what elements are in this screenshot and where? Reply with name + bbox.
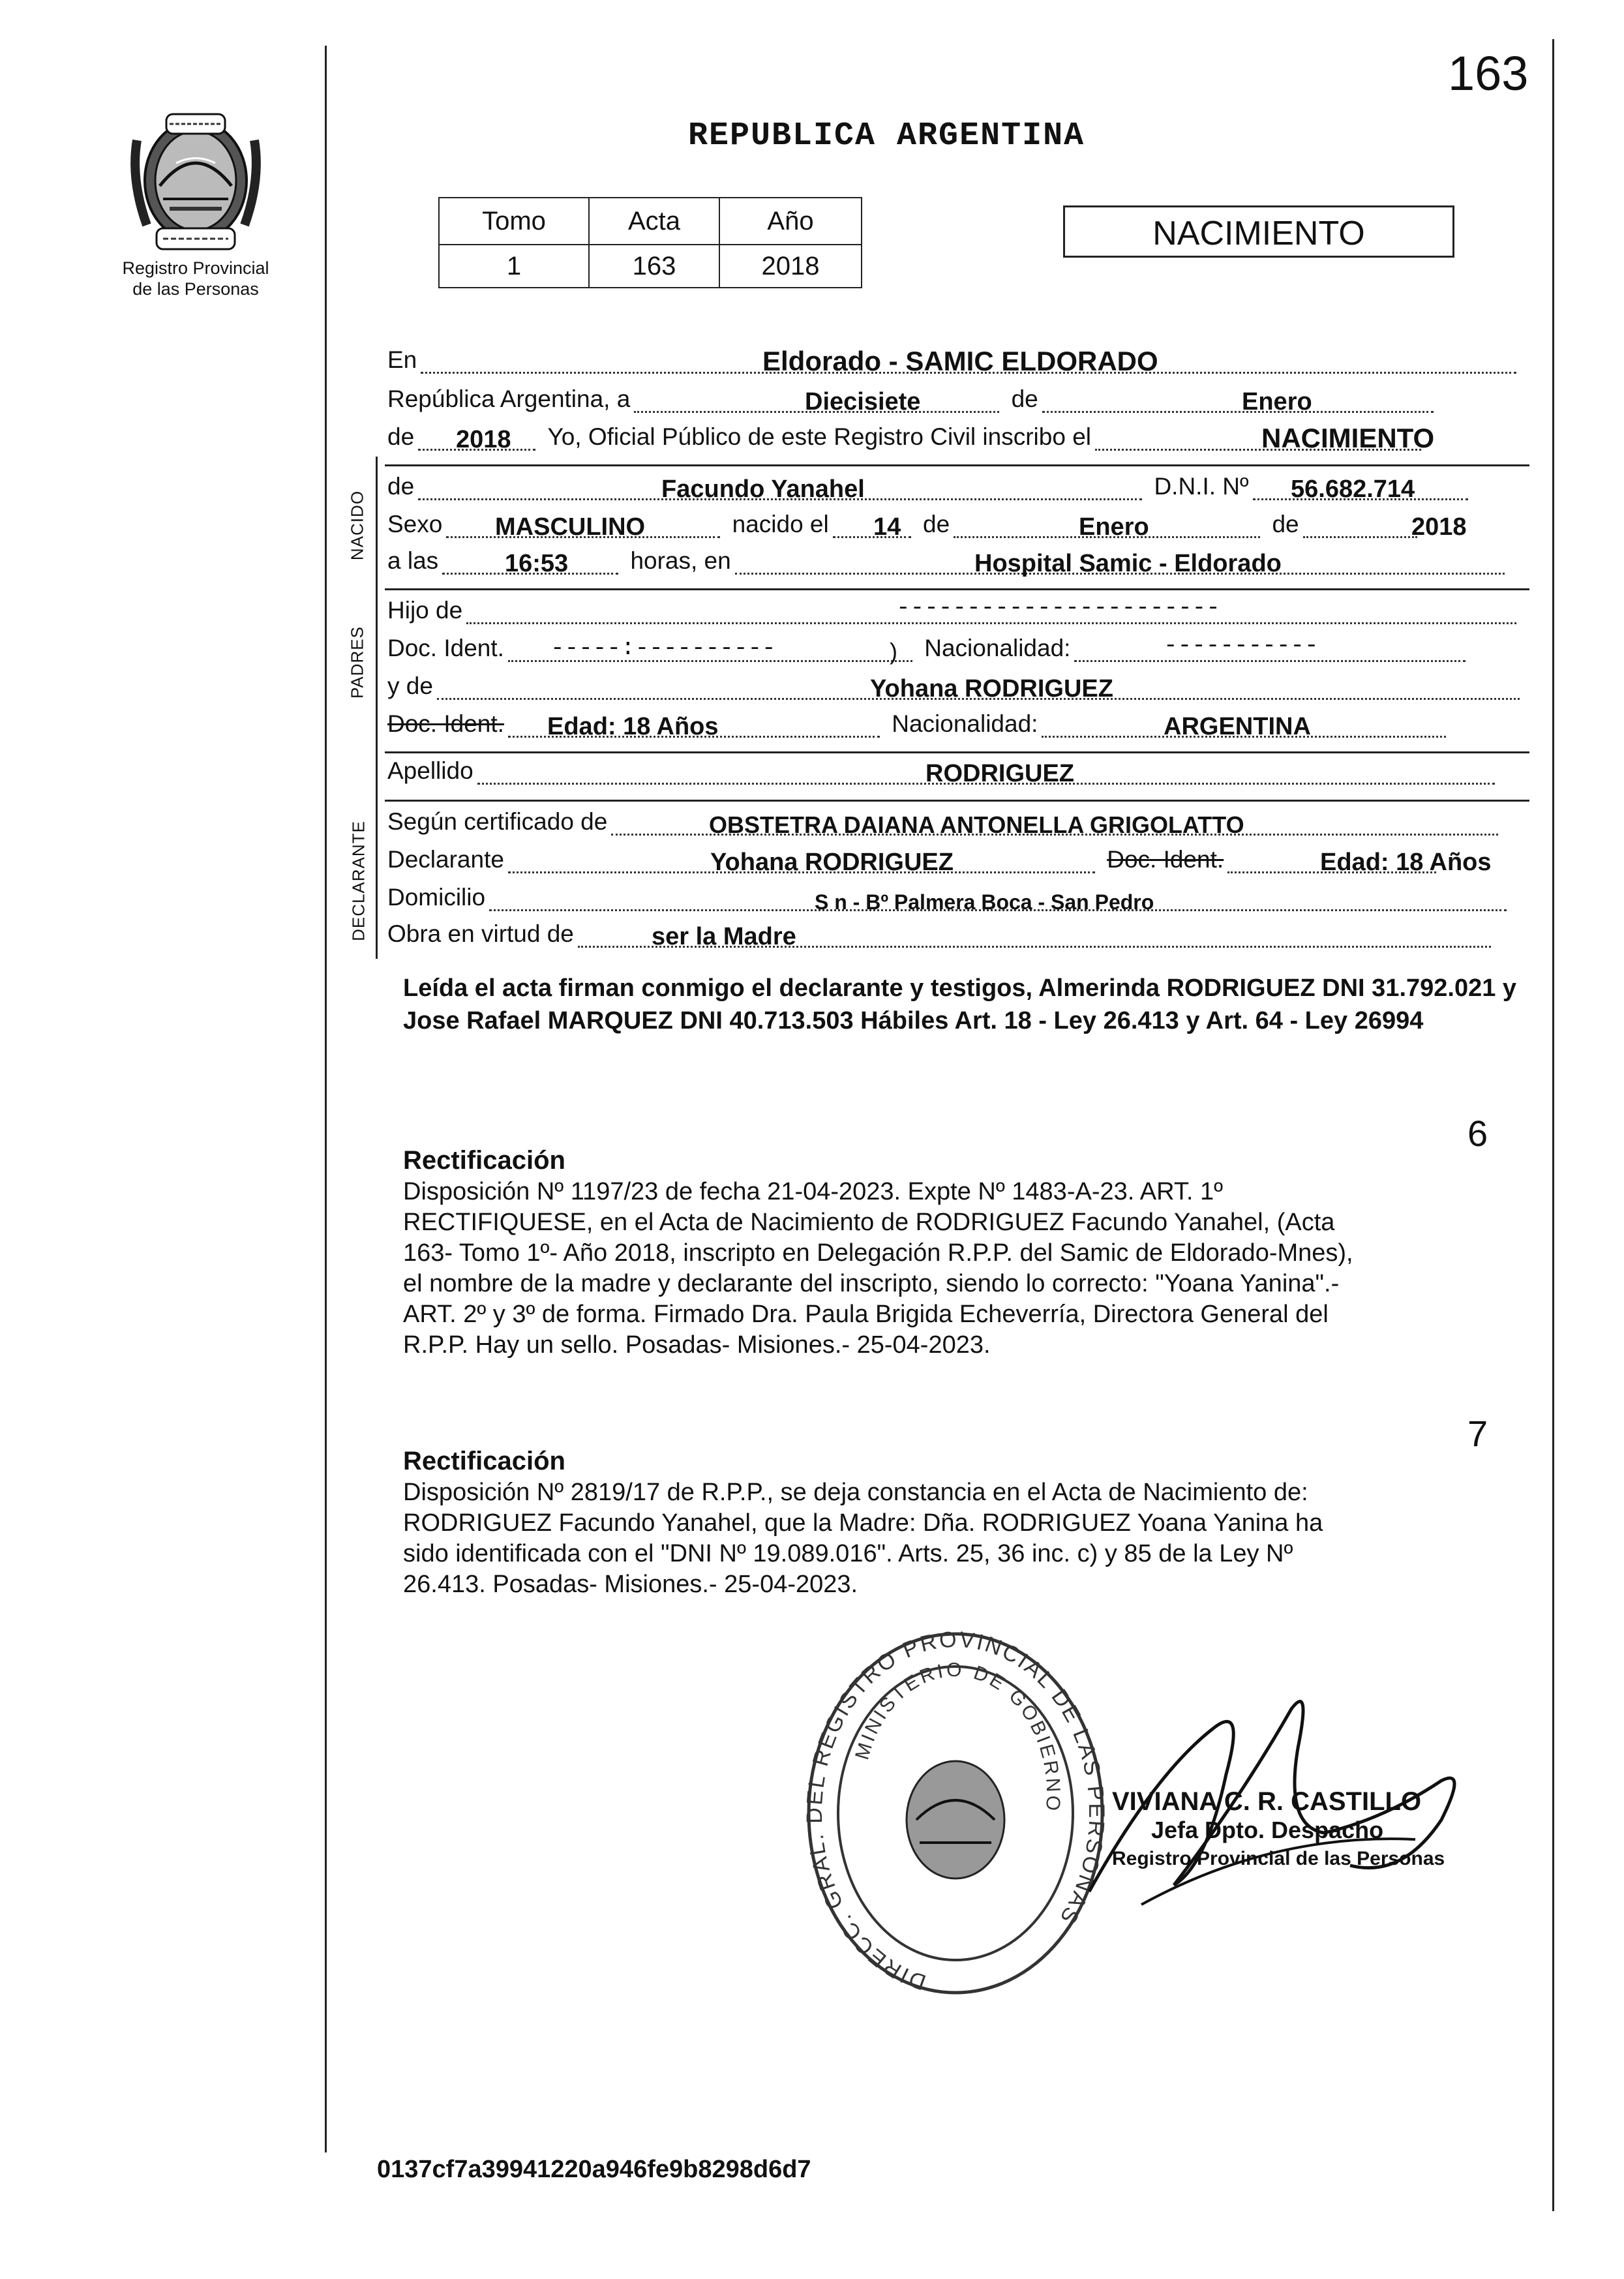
section-rule-3 xyxy=(385,751,1529,753)
note-line: RODRIGUEZ Facundo Yanahel, que la Madre: Dña. RODRIGUEZ Yoana Yanina ha xyxy=(403,1509,1323,1537)
row-obra xyxy=(387,920,1529,956)
value-father-nat: ----------- xyxy=(1164,634,1319,659)
row-child-name xyxy=(387,472,1529,509)
value-dni: 56.682.714 xyxy=(1291,475,1415,503)
row-a-las xyxy=(387,547,1529,583)
value-sex: MASCULINO xyxy=(495,513,646,541)
value-mother-nat: ARGENTINA xyxy=(1164,713,1311,740)
value-month-text: Enero xyxy=(1242,388,1312,415)
row-y-de xyxy=(387,672,1529,708)
label-doc-ident-struck: Doc. Ident. xyxy=(387,710,504,737)
label-doc-ident-struck2: Doc. Ident. xyxy=(1107,846,1224,873)
record-type-box: NACIMIENTO xyxy=(1063,205,1454,258)
row-en xyxy=(387,346,1529,382)
note-number-7: 7 xyxy=(1467,1413,1488,1454)
label-nacido-el: nacido el xyxy=(732,511,829,537)
registry-label xyxy=(98,258,293,299)
note-title-6: Rectificación xyxy=(403,1146,565,1175)
value-mother: Yohana RODRIGUEZ xyxy=(870,675,1113,702)
label-nacionalidad-mother: Nacionalidad: xyxy=(892,710,1038,737)
closing-statement: Leída el acta firman conmigo el declarante y testigos, Almerinda RODRIGUEZ DNI 31.792.021 y Jose Rafael MARQUEZ DNI 40.713.503 Hábiles Art. 18 - Ley 26.413 y Art. 64 - Ley 26994 xyxy=(403,974,1517,1034)
row-sexo xyxy=(387,510,1529,547)
note-body-6 xyxy=(403,1177,1525,1361)
value-time: 16:53 xyxy=(505,550,569,577)
label-de-birth-month: de xyxy=(923,511,950,537)
note-line: 163- Tomo 1º- Año 2018, inscripto en Delegación R.P.P. del Samic de Eldorado-Mnes), xyxy=(403,1239,1353,1267)
value-father: ----------------------- xyxy=(896,596,1220,621)
note-title-7: Rectificación xyxy=(403,1447,565,1475)
label-domicilio: Domicilio xyxy=(387,884,486,911)
row-segun xyxy=(387,807,1529,844)
value-mother-age: Edad: 18 Años xyxy=(547,713,719,740)
table-value-acta: 163 xyxy=(589,245,719,288)
side-label-declarante: DECLARANTE xyxy=(348,821,368,941)
side-label-padres: PADRES xyxy=(347,626,367,699)
label-yo: Yo, Oficial Público de este Registro Civil inscribo el xyxy=(547,423,1092,450)
note-line: el nombre de la madre y declarante del inscripto, siendo lo correcto: "Yoana Yanina".- xyxy=(403,1270,1340,1297)
value-birth-place: Hospital Samic - Eldorado xyxy=(974,550,1282,577)
provincial-seal-logo xyxy=(117,101,274,258)
signature-org: Registro Provincial de las Personas xyxy=(1112,1848,1445,1869)
value-by-virtue: ser la Madre xyxy=(652,923,796,950)
label-y-de: y de xyxy=(387,672,433,699)
value-father-doc-close: ) xyxy=(890,638,897,665)
registry-label-line1: Registro Provincial xyxy=(122,258,269,278)
label-nacionalidad: Nacionalidad: xyxy=(924,635,1071,661)
stamp-ring-text: DIRECC. GRAL. DEL REGISTRO PROVINCIAL DE LAS PERSONAS xyxy=(802,1627,1109,1995)
row-hijo-de xyxy=(387,596,1529,633)
label-de-name: de xyxy=(387,473,415,500)
footer-hash: 0137cf7a39941220a946fe9b8298d6d7 xyxy=(377,2156,811,2183)
table-value-tomo: 1 xyxy=(439,245,589,288)
registry-label-line2: de las Personas xyxy=(132,279,259,299)
label-apellido: Apellido xyxy=(387,757,474,784)
page-number: 163 xyxy=(1448,46,1529,100)
label-horas-en: horas, en xyxy=(630,547,731,574)
label-dni: D.N.I. Nº xyxy=(1154,473,1249,500)
section-rule-1 xyxy=(385,464,1529,466)
section-rule-4 xyxy=(385,800,1529,802)
value-birth-month: Enero xyxy=(1079,513,1149,541)
note-body-7 xyxy=(403,1477,1525,1600)
label-doc-ident: Doc. Ident. xyxy=(387,635,504,661)
tomo-acta-ano-table xyxy=(438,197,862,288)
label-sexo: Sexo xyxy=(387,511,443,537)
label-de-birth-year: de xyxy=(1272,511,1299,537)
value-year: 2018 xyxy=(456,426,511,453)
value-day-text: Diecisiete xyxy=(805,388,921,415)
table-header-tomo: Tomo xyxy=(439,198,589,245)
note-line: 26.413. Posadas- Misiones.- 25-04-2023. xyxy=(403,1571,858,1598)
signature-block xyxy=(1112,1787,1445,1873)
note-line: Disposición Nº 2819/17 de R.P.P., se deja constancia en el Acta de Nacimiento de: xyxy=(403,1479,1308,1506)
note-line: R.P.P. Hay un sello. Posadas- Misiones.- 25-04-2023. xyxy=(403,1331,991,1359)
label-de-month: de xyxy=(1011,385,1038,412)
note-line: sido identificada con el "DNI Nº 19.089.016". Arts. 25, 36 inc. c) y 85 de la Ley Nº xyxy=(403,1540,1293,1567)
row-mother-doc xyxy=(387,710,1529,746)
left-margin-line xyxy=(325,46,327,2152)
stamp-inner-text: MINISTERIO DE GOBIERNO xyxy=(851,1659,1064,1815)
value-child-name: Facundo Yanahel xyxy=(661,475,865,503)
table-header-ano: Año xyxy=(719,198,862,245)
value-address: S n - Bº Palmera Boca - San Pedro xyxy=(815,890,1154,914)
row-declarante xyxy=(387,845,1529,882)
table-value-ano: 2018 xyxy=(719,245,862,288)
row-domicilio xyxy=(387,883,1529,920)
note-line: RECTIFIQUESE, en el Acta de Nacimiento de RODRIGUEZ Facundo Yanahel, (Acta xyxy=(403,1209,1335,1236)
value-birth-day: 14 xyxy=(873,513,901,541)
official-stamp xyxy=(802,1624,1109,2002)
value-birth-year: 2018 xyxy=(1411,513,1467,541)
row-apellido xyxy=(387,757,1529,793)
label-a-las: a las xyxy=(387,547,439,574)
value-act-type: NACIMIENTO xyxy=(1261,423,1435,453)
value-surname: RODRIGUEZ xyxy=(925,760,1074,787)
form-inner-line xyxy=(376,457,378,959)
signature-name: VIVIANA C. R. CASTILLO xyxy=(1112,1787,1422,1816)
row-doc-ident xyxy=(387,634,1529,671)
row-yo xyxy=(387,423,1529,459)
signature-role: Jefa Dpto. Despacho xyxy=(1151,1817,1384,1843)
label-en: En xyxy=(387,346,417,373)
label-republica: República Argentina, a xyxy=(387,385,631,412)
value-father-doc: -----:---------- xyxy=(550,635,776,661)
label-obra: Obra en virtud de xyxy=(387,920,574,947)
label-segun: Según certificado de xyxy=(387,808,608,835)
table-header-acta: Acta xyxy=(589,198,719,245)
value-certificate: OBSTETRA DAIANA ANTONELLA GRIGOLATTO xyxy=(709,811,1244,838)
section-rule-2 xyxy=(385,588,1529,590)
note-line: Disposición Nº 1197/23 de fecha 21-04-2023. Expte Nº 1483-A-23. ART. 1º xyxy=(403,1178,1223,1205)
value-declarant: Yohana RODRIGUEZ xyxy=(710,849,954,876)
label-hijo-de: Hijo de xyxy=(387,597,463,624)
row-republica xyxy=(387,385,1529,421)
note-line: ART. 2º y 3º de forma. Firmado Dra. Paula Brigida Echeverría, Directora General del xyxy=(403,1301,1329,1328)
note-number-6: 6 xyxy=(1467,1113,1488,1154)
side-label-nacido: NACIDO xyxy=(347,490,367,561)
value-declarant-age: Edad: 18 Años xyxy=(1320,849,1492,876)
country-title: REPUBLICA ARGENTINA xyxy=(688,117,1085,155)
right-margin-line xyxy=(1552,39,1554,2211)
value-place: Eldorado - SAMIC ELDORADO xyxy=(762,346,1158,376)
label-de-year: de xyxy=(387,423,415,450)
label-declarante: Declarante xyxy=(387,846,504,873)
